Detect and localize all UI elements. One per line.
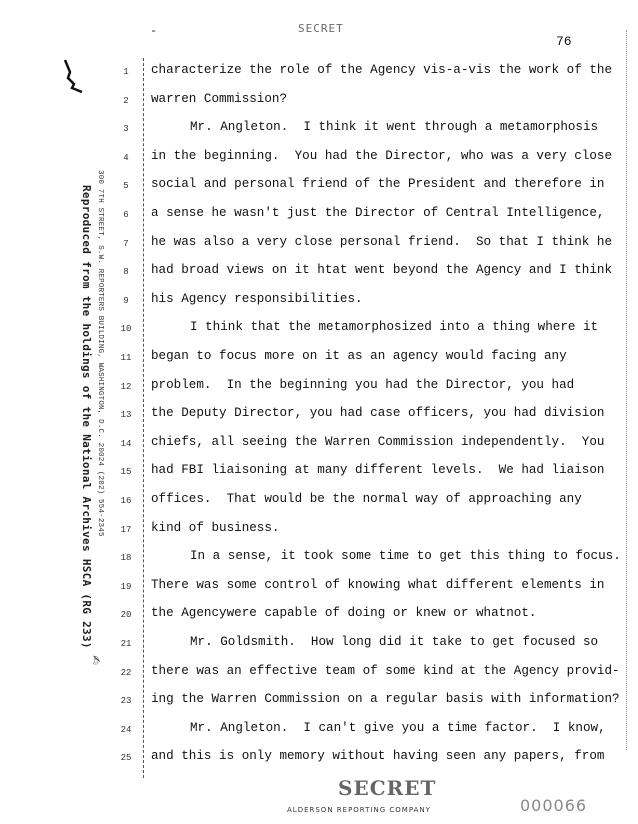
transcript-line	[0, 721, 638, 741]
line-number: 7	[123, 238, 129, 249]
transcript-line	[0, 664, 638, 684]
line-text: ing the Warren Commission on a regular basis with information?	[151, 692, 620, 707]
line-number: 8	[123, 267, 129, 278]
transcript-line	[0, 578, 638, 598]
line-text: in the beginning. You had the Director, who was a very close	[151, 148, 613, 163]
line-number: 3	[123, 124, 129, 135]
line-number: 22	[120, 667, 132, 678]
line-number: 11	[120, 353, 132, 363]
line-number: 2	[123, 95, 129, 106]
line-text: and this is only memory without having seen any papers, from	[151, 749, 605, 764]
document-number: 000066	[520, 796, 588, 815]
bottom-classification-stamp: SECRET	[338, 776, 437, 800]
header-dash: -	[150, 24, 158, 38]
line-number: 4	[123, 152, 129, 163]
line-text: a sense he wasn't just the Director of Central Intelligence,	[151, 206, 605, 220]
transcript-line	[0, 120, 638, 140]
line-number: 5	[123, 181, 129, 192]
transcript-line	[0, 463, 638, 483]
line-number: 13	[120, 410, 132, 421]
transcript-line	[0, 378, 638, 398]
transcript-line	[0, 349, 638, 369]
transcript-line	[0, 235, 638, 255]
line-text: offices. That would be the normal way of approaching any	[151, 492, 582, 506]
line-number: 9	[123, 295, 129, 306]
line-text: had FBI liaisoning at many different levels. We had liaison	[151, 463, 605, 478]
transcript-line	[0, 549, 638, 569]
line-text: Mr. Goldsmith. How long did it take to get focused so	[190, 635, 599, 649]
transcript-line	[0, 521, 638, 541]
line-number: 15	[120, 467, 132, 478]
line-number: 10	[120, 324, 132, 335]
reporting-company: ALDERSON REPORTING COMPANY	[287, 806, 431, 814]
line-number: 23	[120, 696, 132, 707]
transcript-line	[0, 320, 638, 340]
line-number: 25	[120, 753, 132, 764]
line-number: 6	[123, 210, 129, 220]
line-number: 16	[120, 496, 132, 506]
line-text: the Agencywere capable of doing or knew or whatnot.	[151, 606, 537, 621]
line-text: began to focus more on it as an agency would facing any	[151, 349, 567, 363]
line-number: 21	[120, 639, 132, 649]
line-number: 12	[120, 381, 132, 392]
line-text: characterize the role of the Agency vis-a-vis the work of the	[151, 63, 613, 77]
line-text: I think that the metamorphosized into a thing where it	[190, 320, 599, 335]
line-text: There was some control of knowing what different elements in	[151, 577, 605, 592]
line-text: he was also a very close personal friend. So that I think he	[151, 234, 613, 249]
transcript-line	[0, 749, 638, 769]
line-text: Mr. Angleton. I can't give you a time factor. I know,	[190, 720, 606, 735]
line-text: In a sense, it took some time to get this thing to focus.	[190, 549, 621, 564]
transcript-line	[0, 635, 638, 655]
line-text: social and personal friend of the President and therefore in	[151, 177, 605, 192]
line-text: his Agency responsibilities.	[151, 291, 363, 306]
line-text: chiefs, all seeing the Warren Commission independently. You	[151, 434, 605, 449]
line-number: 17	[120, 524, 132, 535]
line-text: there was an effective team of some kind at the Agency provid-	[151, 663, 620, 678]
line-text: Mr. Angleton. I think it went through a metamorphosis	[190, 120, 599, 135]
transcript-line	[0, 606, 638, 626]
line-number: 1	[123, 67, 129, 77]
transcript-line	[0, 263, 638, 283]
line-text: warren Commission?	[151, 91, 288, 106]
line-number: 24	[120, 724, 132, 735]
line-number: 18	[120, 553, 132, 564]
top-classification-stamp: SECRET	[298, 22, 344, 35]
transcript-line	[0, 92, 638, 112]
archive-reproduction-note: Reproduced from the holdings of the National Archives HSCA (RG 233)	[80, 185, 93, 649]
transcript-line	[0, 692, 638, 712]
transcript-line	[0, 149, 638, 169]
transcript-line	[0, 177, 638, 197]
handwritten-initials-icon: ✍	[86, 655, 105, 665]
transcript-line	[0, 292, 638, 312]
transcript-line	[0, 206, 638, 226]
transcript-line	[0, 492, 638, 512]
line-text: the Deputy Director, you had case officers, you had division	[151, 406, 605, 421]
line-text: problem. In the beginning you had the Director, you had	[151, 377, 575, 392]
line-number: 20	[120, 610, 132, 621]
line-text: had broad views on it htat went beyond the Agency and I think	[151, 263, 613, 278]
line-number: 14	[120, 438, 132, 449]
transcript-line	[0, 406, 638, 426]
transcript-line	[0, 435, 638, 455]
transcript-line	[0, 63, 638, 83]
page-number: 76	[556, 34, 572, 49]
reporter-address: 300 7TH STREET, S.W. REPORTERS BUILDING, WASHINGTON, D.C. 20024 (202) 554-2345	[96, 170, 104, 537]
line-text: kind of business.	[151, 520, 280, 535]
line-number: 19	[120, 581, 132, 592]
